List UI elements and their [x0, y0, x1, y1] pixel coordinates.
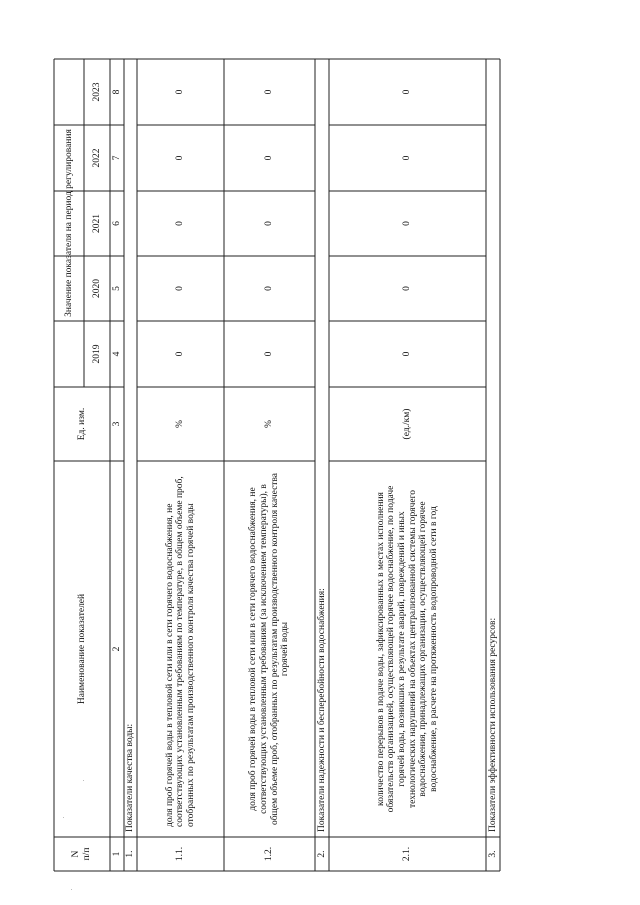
value-cell: 0 — [264, 351, 275, 357]
header-year: 2021 — [91, 214, 102, 233]
indicator-name: доля проб горячей воды в тепловой сети или в сети горячего водоснабжения, не соответствующих установленным требованиям (за исключением температуры), в общем объеме проб, отобранных по результатам производственного контроля качества горячей воды — [248, 472, 291, 826]
value-cell: 0 — [175, 89, 186, 95]
column-number: 1 — [111, 851, 122, 857]
scan-speck — [71, 889, 72, 890]
section-row — [315, 59, 329, 871]
value-cell: 0 — [175, 286, 186, 291]
value-cell: 0 — [264, 89, 275, 95]
table-row — [224, 59, 315, 871]
column-number: 5 — [111, 286, 122, 291]
value-cell: 0 — [175, 221, 186, 226]
column-number: 2 — [111, 646, 122, 652]
section-number: 2. — [316, 850, 327, 858]
rotated-table — [54, 59, 500, 871]
section-row — [486, 59, 500, 871]
unit-cell: (ед./км) — [402, 408, 413, 440]
value-cell: 0 — [402, 155, 413, 161]
header-year: 2022 — [91, 148, 102, 168]
value-cell: 0 — [175, 351, 186, 357]
header-year: 2020 — [91, 279, 102, 298]
value-cell: 0 — [264, 286, 275, 291]
value-cell: 0 — [402, 286, 413, 291]
column-number: 3 — [111, 421, 122, 427]
header-unit: Ед. изм. — [76, 407, 87, 441]
scan-speck — [63, 817, 64, 818]
unit-cell: % — [175, 420, 186, 428]
unit-cell: % — [264, 420, 275, 428]
header-year: 2019 — [91, 344, 102, 364]
header-row — [54, 59, 110, 871]
value-cell: 0 — [264, 155, 275, 161]
column-number: 7 — [111, 155, 122, 161]
value-cell: 0 — [264, 221, 275, 226]
section-title: Показатели качества воды: — [125, 723, 136, 832]
column-number: 4 — [111, 351, 122, 357]
value-cell: 0 — [175, 155, 186, 161]
scan-speck — [83, 780, 84, 781]
column-number-row — [110, 59, 124, 871]
value-cell: 0 — [402, 89, 413, 95]
section-title: Показатели эффективности использования ресурсов: — [487, 617, 498, 832]
value-cell: 0 — [402, 351, 413, 357]
table-row — [137, 59, 224, 871]
indicator-name: доля проб горячей воды в тепловой сети или в сети горячего водоснабжения, не соответствующих установленным требованиям по температуре, в общем объеме проб, отобранных по результатам производственного контроля качества горячей воды — [164, 476, 196, 827]
header-period: Значение показателя на период регулирования — [63, 129, 74, 317]
column-number: 6 — [111, 221, 122, 226]
indicator-name: количество перерывов в подаче воды, зафиксированных в местах исполнения обязательств организацией, осуществляющей горячее водоснабжение, по подаче горячей воды, возникших в результате аварий, повреждений и иных технологических нарушений на объектах централизованной системы горячего водоснабжения, принадлежащих организации, осуществляющей горячее водоснабжение, в расчете на протяженность водопроводной сети в год — [375, 485, 439, 813]
table-row — [329, 59, 486, 871]
row-number: 2.1. — [402, 846, 413, 862]
section-row — [124, 59, 137, 871]
row-number: 1.1. — [175, 846, 186, 862]
value-cell: 0 — [402, 221, 413, 226]
section-title: Показатели надежности и бесперебойности водоснабжения: — [316, 588, 327, 832]
row-number: 1.2. — [264, 846, 275, 862]
header-number: N п/п — [71, 847, 92, 861]
header-year: 2023 — [91, 82, 102, 102]
column-number: 8 — [111, 89, 122, 95]
section-number: 1. — [125, 850, 136, 858]
header-name: Наименование показателей — [76, 593, 87, 705]
section-number: 3. — [487, 850, 498, 858]
